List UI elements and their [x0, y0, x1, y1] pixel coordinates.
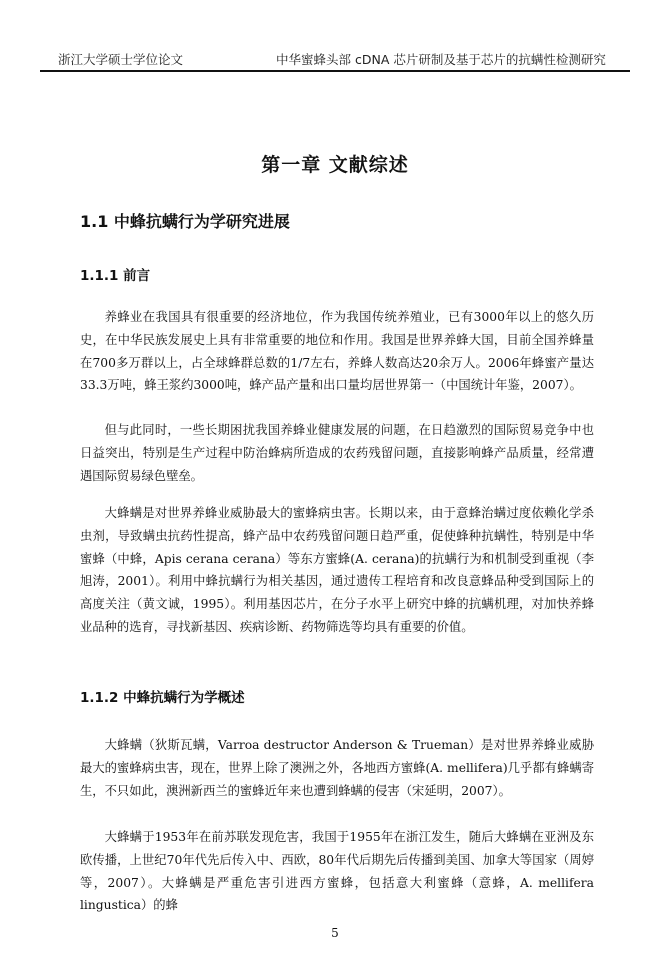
page-number: 5 [331, 926, 339, 940]
section-heading: 1.1 中蜂抗螨行为学研究进展 [80, 212, 290, 231]
paragraph: 大蜂螨是对世界养蜂业威胁最大的蜜蜂病虫害。长期以来，由于意蜂治螨过度依赖化学杀虫剂，导致螨虫抗药性提高，蜂产品中农药残留问题日趋严重，促使蜂种抗螨性，特别是中华蜜蜂（中蜂，Apis cerana cerana）等东方蜜蜂(A. cerana)的抗螨行为和机制受到重视（李旭涛，2001）。利用中蜂抗螨行为相关基因，通过遗传工程培育和改良意蜂品种受到国际上的高度关注（黄文诚，1995）。利用基因芯片，在分子水平上研究中蜂的抗螨机理，对加快养蜂业品种的选育，寻找新基因、疾病诊断、药物筛选等均具有重要的价值。 [80, 506, 594, 634]
subsection-heading-intro: 1.1.1 前言 [80, 268, 151, 284]
running-header [40, 44, 630, 68]
paragraph: 大蜂螨于1953年在前苏联发现危害，我国于1955年在浙江发生，随后大蜂螨在亚洲及东欧传播，上世纪70年代先后传入中、西欧，80年代后期先后传播到美国、加拿大等国家（周婷等，2007）。大蜂螨是严重危害引进西方蜜蜂，包括意大利蜜蜂（意蜂，A. mellifera lingustica）的蜂 [80, 830, 594, 913]
header-thesis-label: 浙江大学硕士学位论文 [58, 52, 184, 67]
chapter-title: 第一章 文献综述 [261, 154, 409, 176]
paragraph: 大蜂螨（狄斯瓦螨，Varroa destructor Anderson & Trueman）是对世界养蜂业威胁最大的蜜蜂病虫害，现在，世界上除了澳洲之外，各地西方蜜蜂(A. mellifera)几乎都有蜂螨寄生，不只如此，澳洲新西兰的蜜蜂近年来也遭到蜂螨的侵害（宋延明，2007）。 [80, 738, 594, 798]
paragraph: 养蜂业在我国具有很重要的经济地位，作为我国传统养殖业，已有3000年以上的悠久历史，在中华民族发展史上具有非常重要的地位和作用。我国是世界养蜂大国，目前全国养蜂量在700多万群以上，占全球蜂群总数的1/7左右，养蜂人数高达20余万人。2006年蜂蜜产量达33.3万吨，蜂王浆约3000吨，蜂产品产量和出口量均居世界第一（中国统计年鉴，2007）。 [80, 310, 594, 393]
header-rule [40, 70, 630, 72]
subsection-heading-overview: 1.1.2 中蜂抗螨行为学概述 [80, 690, 245, 706]
paragraph: 但与此同时，一些长期困扰我国养蜂业健康发展的问题，在日趋激烈的国际贸易竞争中也日益突出，特别是生产过程中防治蜂病所造成的农药残留问题，直接影响蜂产品质量，经常遭遇国际贸易绿色壁垒。 [80, 423, 594, 483]
header-thesis-title: 中华蜜蜂头部 cDNA 芯片研制及基于芯片的抗螨性检测研究 [276, 52, 606, 67]
